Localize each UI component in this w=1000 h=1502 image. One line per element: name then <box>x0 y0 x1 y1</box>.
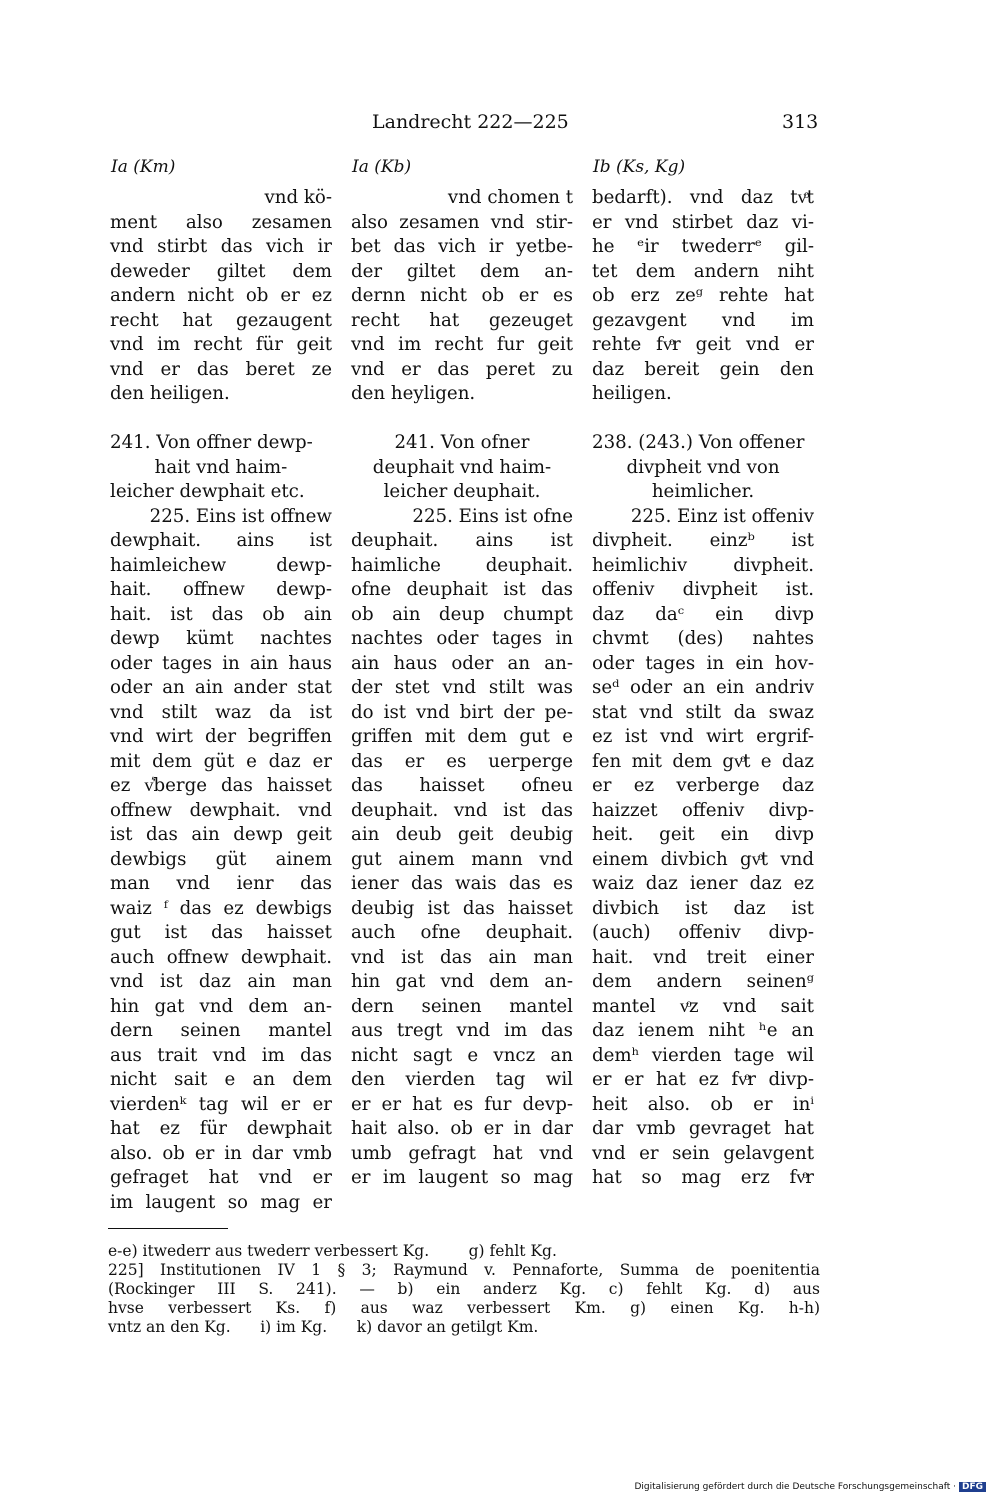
text-line: hin gat vnd dem an- <box>110 995 332 1017</box>
text-line: hait. ist das ob ain <box>110 603 332 625</box>
text-line: ain haus oder an an- <box>351 652 573 674</box>
text-line: 225. Einz ist offeniv <box>630 505 814 527</box>
text-line: vnd er sein gelavgent <box>592 1142 814 1164</box>
text-line: offeniv divpheit ist. <box>592 579 814 600</box>
text-line: andern nicht ob er ez <box>110 285 332 306</box>
text-line: er vnd stirbet daz vi- <box>592 211 814 233</box>
text-line: waiz ᶠ das ez dewbigs <box>110 897 332 919</box>
page-number: 313 <box>782 111 819 133</box>
text-line: rehte fvͦr geit vnd er <box>592 334 814 355</box>
dfg-logo: DFG <box>959 1482 986 1492</box>
text-line: dernn nicht ob er es <box>351 285 573 306</box>
text-line: dewphait. ains ist <box>110 530 332 551</box>
text-line: vnd stilt waz da ist <box>110 701 332 723</box>
paragraph-gap <box>110 407 332 432</box>
text-line: dar vmb gevraget hat <box>592 1118 814 1139</box>
text-line: deuphait vnd haim- <box>372 456 552 478</box>
text-line: dewbigs güt ainem <box>110 848 332 870</box>
text-line: er im laugent so mag <box>351 1167 573 1188</box>
text-line: do ist vnd birt der pe- <box>351 701 573 723</box>
text-line: heiligen. <box>592 383 672 404</box>
text-line: im laugent so mag er <box>110 1191 332 1213</box>
footnote-line: 225] Institutionen IV 1 § 3; Raymund v. Pennaforte, Summa de poenitentia <box>108 1261 820 1279</box>
text-line: heimlichiv divpheit. <box>592 554 814 576</box>
text-line: vnd stirbt das vich ir <box>110 236 332 257</box>
text-line: stat vnd stilt da swaz <box>592 701 814 723</box>
text-line: chvmt (des) nahtes <box>592 628 814 649</box>
text-line: hait. vnd treit einer <box>592 946 814 968</box>
text-line: mit dem güt e daz er <box>110 750 332 772</box>
text-line: recht hat gezeuget <box>351 309 573 331</box>
text-line: er ez verberge daz <box>592 775 814 796</box>
paragraph-gap <box>592 407 814 432</box>
column-label-km: Ia (Km) <box>111 157 176 177</box>
text-line: bet das vich ir yetbe- <box>351 236 573 257</box>
paragraph-gap <box>351 407 573 432</box>
column-label-ks-kg: Ib (Ks, Kg) <box>593 157 686 177</box>
text-line: einem divbich gvͦt vnd <box>592 848 814 870</box>
text-line: heit also. ob er inⁱ <box>592 1093 814 1115</box>
text-line: den vierden tag wil <box>351 1069 573 1090</box>
text-line: umb gefragt hat vnd <box>351 1142 573 1164</box>
text-line: vnd wirt der begriffen <box>110 726 332 747</box>
text-line: vnd chomen t <box>447 187 573 208</box>
text-line: nachtes oder tages in <box>351 628 573 649</box>
text-line: fen mit dem gvͦt e daz <box>592 750 814 772</box>
digitization-credit <box>635 1482 987 1492</box>
text-line: hat ez für dewphait <box>110 1118 332 1139</box>
text-line: 241. Von offner dewp- <box>110 432 313 453</box>
text-line: bedarft). vnd daz tvͦt <box>592 187 814 208</box>
text-column-km <box>110 186 332 1215</box>
text-line: gut ainem mann vnd <box>351 848 573 870</box>
text-line: ob erz zeᵍ rehte hat <box>592 285 814 306</box>
text-line: gefraget hat vnd er <box>110 1167 332 1188</box>
column-label-kb: Ia (Kb) <box>352 157 412 177</box>
text-line: dern seinen mantel <box>351 995 573 1017</box>
footnote-line: vntz an den Kg. i) im Kg. k) davor an getilgt Km. <box>108 1318 539 1336</box>
text-line: vnd ist daz ain man <box>110 971 332 992</box>
text-line: auch ofne deuphait. <box>351 922 573 943</box>
text-line: 241. Von ofner <box>394 432 530 453</box>
text-line: waiz daz iener daz ez <box>592 873 814 894</box>
text-line: nicht sait e an dem <box>110 1069 332 1090</box>
text-column-kb <box>351 186 573 1191</box>
text-line: hait. offnew dewp- <box>110 579 332 600</box>
text-line: heit. geit ein divp <box>592 824 814 845</box>
text-line: 238. (243.) Von offener <box>592 432 805 453</box>
text-line: hin gat vnd dem an- <box>351 971 573 992</box>
text-line: vnd kö- <box>264 187 332 208</box>
text-line: (auch) offeniv divp- <box>592 922 814 943</box>
text-line: deubig ist das haisset <box>351 897 573 919</box>
text-line: vnd er das beret ze <box>110 358 332 380</box>
text-line: ob ain deup chumpt <box>351 603 573 625</box>
text-line: divpheit vnd von <box>626 456 780 478</box>
text-line: deweder giltet dem <box>110 260 332 282</box>
text-line: iener das wais das es <box>351 873 573 894</box>
footnote-separator <box>108 1228 228 1229</box>
text-line: vnd ist das ain man <box>351 946 573 968</box>
text-line: dem andern seinenᵍ <box>592 971 814 992</box>
text-line: heimlicher. <box>651 481 755 502</box>
running-header-title: Landrecht 222—225 <box>372 111 569 133</box>
text-line: divpheit. einzᵇ ist <box>592 530 814 551</box>
text-line: daz daᶜ ein divp <box>592 603 814 625</box>
text-line: leicher dewphait etc. <box>110 481 305 502</box>
text-line: auch offnew dewphait. <box>110 946 332 968</box>
footnote-line: e-e) itwederr aus twederr verbessert Kg. g) fehlt Kg. <box>108 1242 557 1260</box>
text-line: der giltet dem an- <box>351 260 573 282</box>
text-line: hait vnd haim- <box>154 456 288 478</box>
text-line: ez v͛berge das haisset <box>110 775 332 796</box>
text-line: ain deub geit deubig <box>351 824 573 845</box>
credit-text: Digitalisierung gefördert durch die Deutsche Forschungsgemeinschaft · <box>634 1482 956 1492</box>
text-line: mantel vͦz vnd sait <box>592 995 814 1017</box>
text-line: daz bereit gein den <box>592 358 814 380</box>
text-line: gut ist das haisset <box>110 922 332 943</box>
text-line: deuphait. ains ist <box>351 530 573 551</box>
text-line: haimleichew dewp- <box>110 554 332 576</box>
text-line: 225. Eins ist offnew <box>149 505 332 527</box>
text-line: he ᵉir twederrᵉ gil- <box>592 236 814 257</box>
text-line: haizzet offeniv divp- <box>592 799 814 821</box>
text-line: das haisset ofneu <box>351 775 573 796</box>
text-line: oder tages in ein hov- <box>592 652 814 674</box>
text-line: ez ist vnd wirt ergrif- <box>592 726 814 747</box>
text-line: man vnd ienr das <box>110 873 332 894</box>
text-line: leicher deuphait. <box>383 481 541 502</box>
text-line: den heyligen. <box>351 383 476 404</box>
text-line: demʰ vierden tage wil <box>592 1044 814 1066</box>
text-line: der stet vnd stilt was <box>351 677 573 698</box>
text-line: nicht sagt e vncz an <box>351 1044 573 1066</box>
text-line: vnd im recht fur geit <box>351 334 573 355</box>
text-line: gezavgent vnd im <box>592 309 814 331</box>
text-line: hait also. ob er in dar <box>351 1118 573 1139</box>
text-line: aus tregt vnd im das <box>351 1020 573 1041</box>
text-line: seᵈ oder an ein andriv <box>592 677 814 698</box>
text-line: aus trait vnd im das <box>110 1044 332 1066</box>
text-line: tet dem andern niht <box>592 260 814 282</box>
text-line: ofne deuphait ist das <box>351 579 573 600</box>
text-line: den heiligen. <box>110 383 230 404</box>
text-line: griffen mit dem gut e <box>351 726 573 747</box>
text-line: deuphait. vnd ist das <box>351 799 573 821</box>
text-line: ist das ain dewp geit <box>110 824 332 845</box>
text-line: offnew dewphait. vnd <box>110 799 332 821</box>
text-line: er er hat es fur devp- <box>351 1093 573 1115</box>
text-line: haimliche deuphait. <box>351 554 573 576</box>
text-line: dern seinen mantel <box>110 1020 332 1041</box>
text-column-ks-kg <box>592 186 814 1191</box>
text-line: also. ob er in dar vmb <box>110 1142 332 1164</box>
text-line: hat so mag erz fvͦr <box>592 1167 814 1188</box>
text-line: divbich ist daz ist <box>592 897 814 919</box>
footnote-line: hvse verbessert Ks. f) aus waz verbessert Km. g) einen Kg. h-h) <box>108 1299 820 1317</box>
text-line: daz ienem niht ʰe an <box>592 1020 814 1041</box>
text-line: also zesamen vnd stir- <box>351 211 573 233</box>
text-line: oder an ain ander stat <box>110 677 332 698</box>
footnote-line: (Rockinger III S. 241). — b) ein anderz Kg. c) fehlt Kg. d) aus <box>108 1280 820 1298</box>
text-line: oder tages in ain haus <box>110 652 332 674</box>
text-line: dewp kümt nachtes <box>110 628 332 649</box>
text-line: 225. Eins ist ofne <box>412 505 573 527</box>
text-line: vnd im recht für geit <box>110 334 332 355</box>
text-line: das er es uerperge <box>351 750 573 772</box>
text-line: ment also zesamen <box>110 211 332 233</box>
text-line: er er hat ez fvͦr divp- <box>592 1069 814 1090</box>
text-line: vnd er das peret zu <box>351 358 573 380</box>
text-line: vierdenᵏ tag wil er er <box>110 1093 332 1115</box>
text-line: recht hat gezaugent <box>110 309 332 331</box>
